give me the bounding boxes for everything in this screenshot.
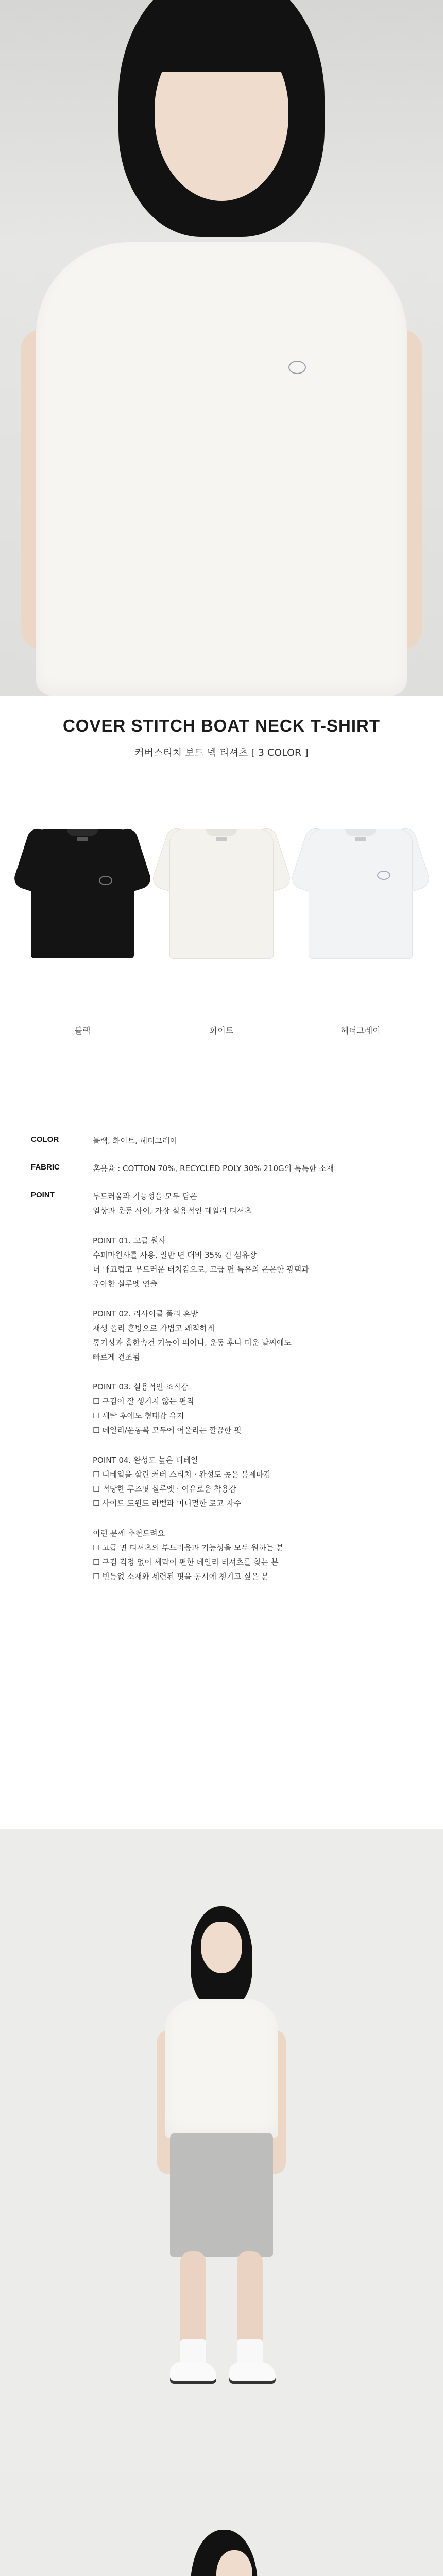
product-title-ko: 커버스티치 보트 넥 티셔츠 [ 3 COLOR ]	[134, 747, 309, 758]
spec-point-line: ☐ 빈틈없 소재와 세련된 핏을 동시에 챙기고 싶은 분	[93, 1572, 269, 1581]
spec-point-line: 통기성과 흡한속건 기능이 뛰어나, 운동 후나 더운 날씨에도	[93, 1338, 292, 1347]
spec-point-line: 빠르게 건조됨	[93, 1352, 140, 1362]
spec-point-line: 부드러움과 기능성을 모두 담은	[93, 1192, 197, 1201]
swatch-label-black: 블랙	[74, 1026, 91, 1036]
spec-point-line	[93, 1291, 412, 1307]
spec-value-fabric: 혼용율 : COTTON 70%, RECYCLED POLY 30% 210G의 톡톡한 소재	[93, 1164, 334, 1173]
spec-row-color	[31, 1133, 412, 1148]
swatch-label-white: 화이트	[209, 1026, 234, 1036]
logo-icon	[377, 871, 390, 880]
spec-point-line: POINT 01. 고급 원사	[93, 1236, 166, 1245]
product-spec-table	[0, 1133, 443, 1829]
spec-point-line: ☐ 구김이 잘 생기지 않는 편직	[93, 1397, 194, 1406]
model-photo-side	[0, 2473, 443, 2576]
spec-point-line: ☐ 적당한 루즈핏 실루엣 · 여유로운 착용감	[93, 1484, 236, 1494]
spec-point-line: ☐ 고급 면 티셔츠의 부드러움과 기능성을 모두 원하는 분	[93, 1543, 284, 1552]
spec-point-line: 더 매끄럽고 부드러운 터치감으로, 고급 면 특유의 은은한 광택과	[93, 1265, 309, 1274]
spec-point-line: ☐ 세탁 후에도 형태감 유지	[93, 1411, 184, 1420]
product-title-en: COVER STITCH BOAT NECK T-SHIRT	[62, 716, 381, 735]
spec-point-line: POINT 02. 리사이클 폴리 혼방	[93, 1309, 198, 1318]
swatch-white	[160, 814, 283, 969]
spec-point-line: ☐ 데일리/운동복 모두에 어울리는 깔끔한 핏	[93, 1426, 242, 1435]
spec-value-color: 블랙, 화이트, 헤더그레이	[93, 1136, 177, 1145]
spec-point-line: 재생 폴리 혼방으로 가볍고 쾌적하게	[93, 1324, 215, 1333]
spec-point-line: 일상과 운동 사이, 가장 실용적인 데일리 티셔츠	[93, 1206, 252, 1215]
color-swatches	[0, 783, 443, 1133]
spec-point-line	[93, 1218, 412, 1233]
spec-point-line: ☐ 디테일을 살린 커버 스티치 · 완성도 높은 봉제마감	[93, 1470, 271, 1479]
spec-point-line: POINT 03. 실용적인 조직감	[93, 1382, 189, 1392]
spec-key-fabric: FABRIC	[31, 1163, 60, 1172]
spec-key-color: COLOR	[31, 1135, 59, 1144]
spec-value-point	[93, 1189, 412, 1584]
spec-row-point	[31, 1189, 412, 1584]
model-photo-front	[0, 1829, 443, 2473]
spec-point-line: ☐ 사이드 트윈트 라벨과 미니멀한 로고 자수	[93, 1499, 242, 1508]
swatch-heather-grey	[299, 814, 422, 969]
spec-key-point: POINT	[31, 1191, 55, 1199]
product-title-block	[0, 696, 443, 783]
spec-row-fabric	[31, 1161, 412, 1176]
swatch-label-heather-grey: 헤더그레이	[340, 1026, 381, 1036]
spec-point-line	[93, 1364, 412, 1380]
swatch-black	[21, 814, 144, 969]
hero-model	[0, 0, 443, 696]
embroidered-logo-icon	[288, 361, 306, 374]
spec-point-line: 우아한 실루엣 연출	[93, 1279, 158, 1289]
spec-point-line: 이런 분께 추천드려요	[93, 1529, 165, 1538]
hero-model-photo	[0, 0, 443, 696]
spec-point-line: POINT 04. 완성도 높은 디테일	[93, 1455, 198, 1465]
spec-point-line: 수피마원사를 사용, 일반 면 대비 35% 긴 섬유장	[93, 1250, 257, 1260]
spec-point-line: ☐ 구김 걱정 없이 세탁이 편한 데일리 티셔츠를 찾는 분	[93, 1557, 279, 1567]
logo-icon	[99, 876, 112, 885]
spec-point-line	[93, 1511, 412, 1526]
spec-point-line	[93, 1437, 412, 1453]
